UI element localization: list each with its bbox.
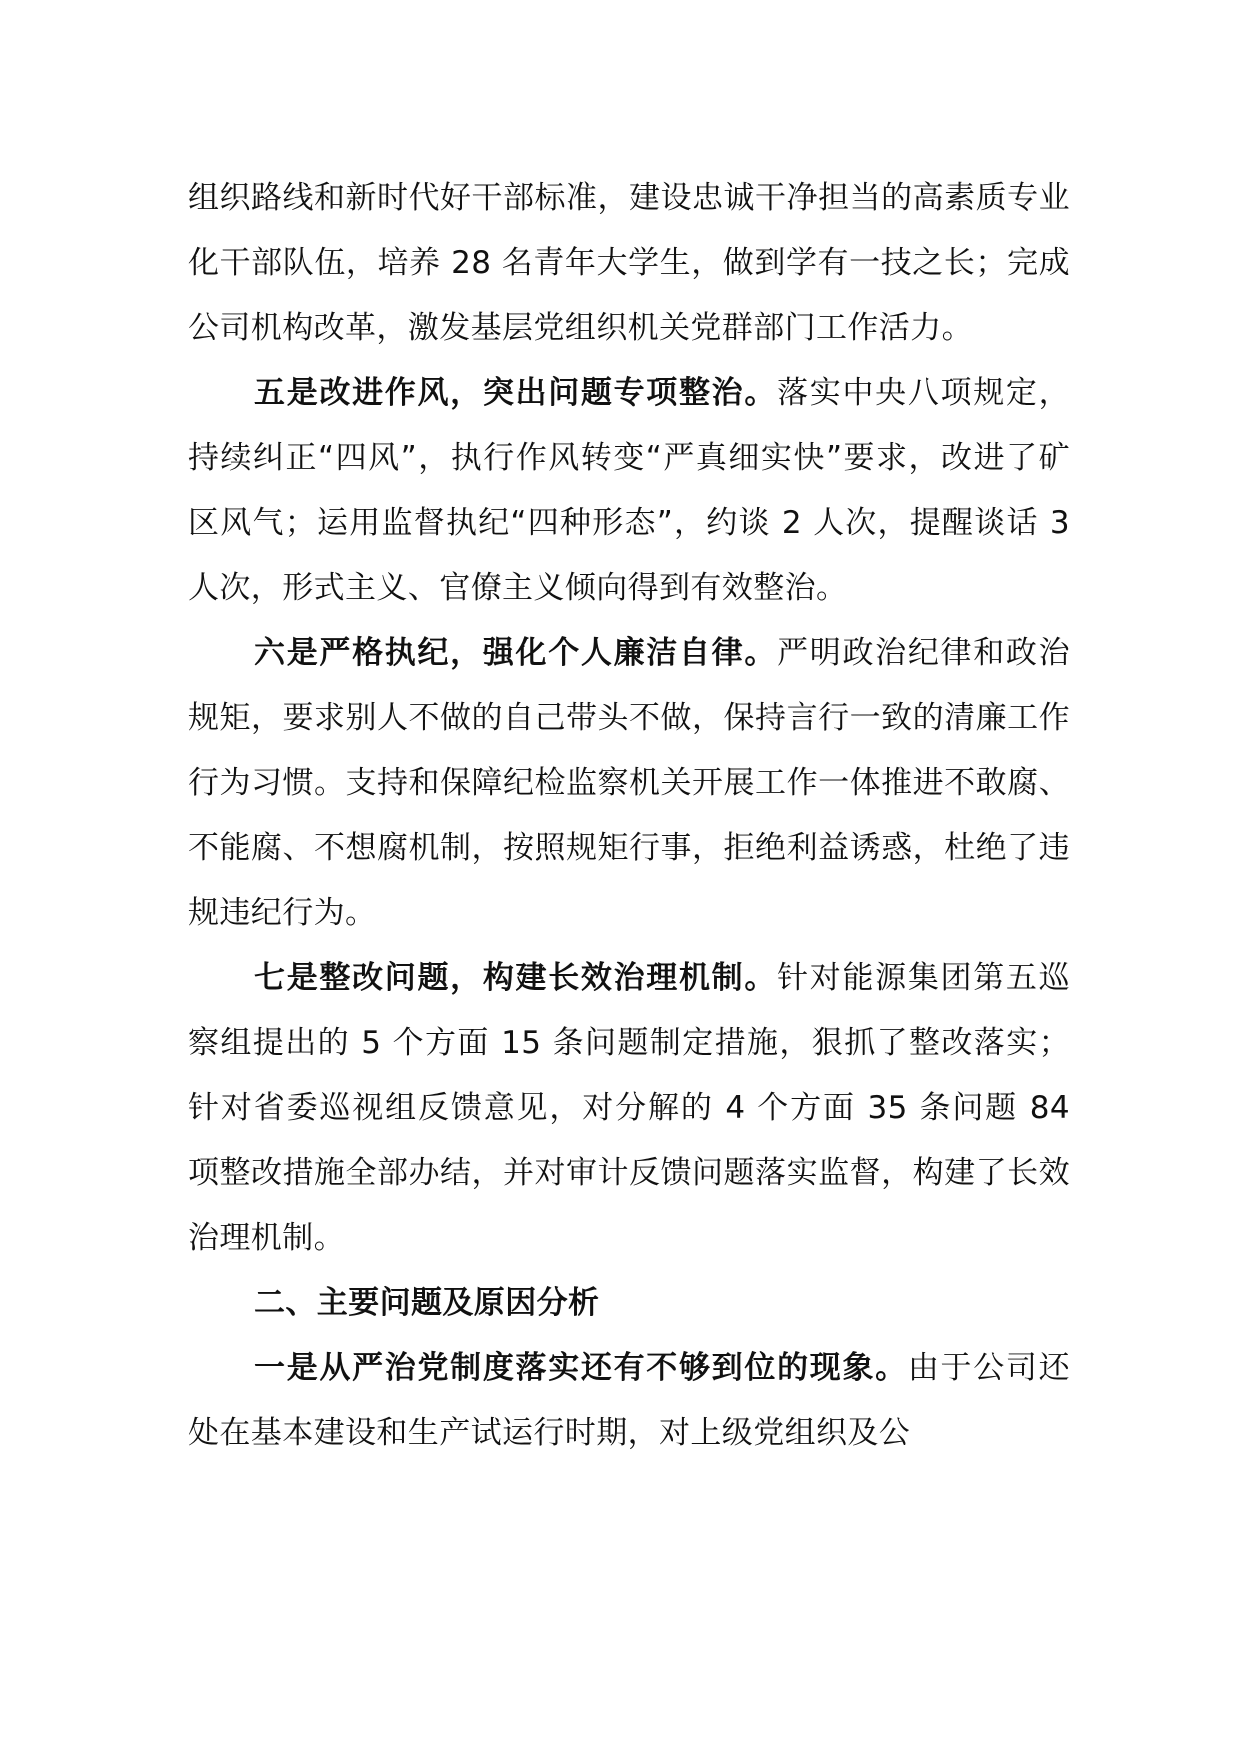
paragraph-lead: 一是从严治党制度落实还有不够到位的现象。 [254,1350,908,1386]
paragraph-lead: 五是改进作风，突出问题专项整治。 [254,375,778,411]
document-body [188,166,1070,1466]
paragraph-party-discipline [188,1336,1070,1466]
paragraph-text: 严明政治纪律和政治规矩，要求别人不做的自己带头不做，保持言行一致的清廉工作行为习惯。支持和保障纪检监察机关开展工作一体推进不敢腐、不能腐、不想腐机制，按照规矩行事，拒绝利益诱惑，杜绝了违规违纪行为。 [188,635,1070,931]
paragraph-lead: 七是整改问题，构建长效治理机制。 [254,960,778,996]
paragraph-rectification [188,946,1070,1271]
paragraph-text: 落实中央八项规定，持续纠正“四风”，执行作风转变“严真细实快”要求，改进了矿区风气；运用监督执纪“四种形态”，约谈 2 人次，提醒谈话 3 人次，形式主义、官僚主义倾向得到有效整治。 [188,375,1070,606]
paragraph-work-style [188,361,1070,621]
paragraph-lead: 六是严格执纪，强化个人廉洁自律。 [254,635,778,671]
paragraph-text: 由于公司还处在基本建设和生产试运行时期，对上级党组织及公 [188,1350,1071,1451]
paragraph-cadre-team [188,166,1070,361]
paragraph-text: 组织路线和新时代好干部标准，建设忠诚干净担当的高素质专业化干部队伍，培养 28 名青年大学生，做到学有一技之长；完成公司机构改革，激发基层党组织机关党群部门工作活力。 [188,180,1070,346]
paragraph-discipline [188,621,1070,946]
section-heading: 二、主要问题及原因分析 [254,1285,600,1321]
paragraph-text: 针对能源集团第五巡察组提出的 5 个方面 15 条问题制定措施，狠抓了整改落实；针对省委巡视组反馈意见，对分解的 4 个方面 35 条问题 84 项整改措施全部办结，并对审计反馈问题落实监督，构建了长效治理机制。 [188,960,1070,1256]
